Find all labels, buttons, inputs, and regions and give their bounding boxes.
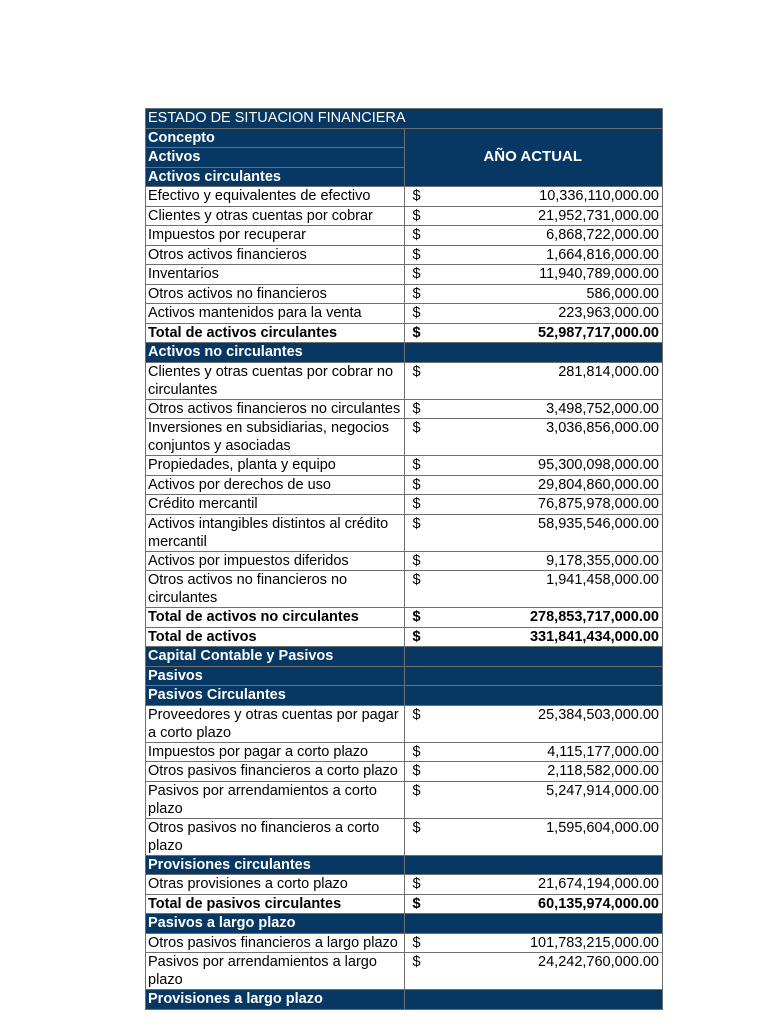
table-row [146,284,663,304]
currency-symbol: $ [412,420,421,436]
currency-symbol: $ [412,207,421,224]
row-label: Otros activos no financieros [146,284,405,304]
currency-symbol: $ [412,266,421,282]
amount [407,400,660,418]
amount-value: 3,498,752,000.00 [546,400,659,417]
row-amount-cell [404,894,663,914]
table-row [146,875,663,895]
currency-symbol: $ [412,363,421,380]
currency-symbol: $ [412,476,421,493]
amount-value: 586,000.00 [586,285,659,302]
amount-value: 223,963,000.00 [558,305,659,321]
row-amount-cell [404,475,663,495]
amount [407,246,660,264]
row-label: Activos circulantes [146,167,405,187]
amount [407,743,660,761]
amount [407,265,660,283]
section-header-row [146,666,663,686]
amount [407,628,660,646]
amount-value: 25,384,503,000.00 [538,706,659,723]
section-header-row [146,855,663,875]
row-label: Clientes y otras cuentas por cobrar no circulantes [146,362,405,399]
currency-symbol: $ [412,895,421,912]
row-amount-cell [404,399,663,419]
row-amount-cell [404,742,663,762]
currency-symbol: $ [412,572,421,588]
column-header-year: AÑO ACTUAL [404,128,663,187]
amount [407,304,660,322]
currency-symbol: $ [412,763,421,779]
table-row [146,705,663,742]
amount-value: 1,595,604,000.00 [546,819,659,836]
row-amount-cell [404,686,663,706]
currency-symbol: $ [412,457,421,473]
amount [407,552,660,570]
row-amount-cell [404,666,663,686]
row-amount-cell [404,855,663,875]
section-header-row [146,914,663,934]
amount [407,456,660,474]
row-amount-cell [404,933,663,953]
row-amount-cell [404,514,663,551]
row-label: Activos por derechos de uso [146,475,405,495]
amount-value: 11,940,789,000.00 [539,266,659,282]
row-label: Otros pasivos no financieros a corto plazo [146,818,405,855]
amount-value: 101,783,215,000.00 [529,934,659,951]
row-amount-cell [404,818,663,855]
amount [407,285,660,303]
row-label: Otros activos no financieros no circulantes [146,571,405,608]
amount [407,895,660,913]
row-label: Otras provisiones a corto plazo [146,875,405,895]
financial-statement-table [145,108,663,1010]
row-amount-cell [404,914,663,934]
row-amount-cell [404,551,663,571]
currency-symbol: $ [412,782,421,799]
amount-value: 24,242,760,000.00 [538,954,659,970]
amount [407,782,660,800]
row-label: Provisiones circulantes [146,855,405,875]
row-amount-cell [404,284,663,304]
row-label: Activos por impuestos diferidos [146,551,405,571]
amount [407,953,660,971]
currency-symbol: $ [412,515,421,532]
table-row [146,475,663,495]
table-row [146,419,663,456]
row-amount-cell [404,571,663,608]
row-label: Total de activos no circulantes [146,608,405,628]
amount [407,495,660,513]
amount-value: 331,841,434,000.00 [529,628,659,645]
row-label: Otros activos financieros [146,245,405,265]
currency-symbol: $ [412,934,421,951]
table-row [146,551,663,571]
amount-value: 21,952,731,000.00 [538,207,659,224]
table-row [146,762,663,782]
amount-value: 29,804,860,000.00 [538,476,659,493]
row-amount-cell [404,304,663,324]
currency-symbol: $ [412,400,421,417]
amount-value: 95,300,098,000.00 [538,457,659,473]
currency-symbol: $ [412,819,421,836]
section-header-row [146,647,663,667]
amount-value: 21,674,194,000.00 [538,876,659,892]
row-label: Impuestos por pagar a corto plazo [146,742,405,762]
row-amount-cell [404,608,663,628]
currency-symbol: $ [412,188,421,204]
currency-symbol: $ [412,609,421,625]
section-header-row [146,343,663,363]
currency-symbol: $ [412,227,421,243]
row-amount-cell [404,343,663,363]
amount [407,207,660,225]
row-label: Total de pasivos circulantes [146,894,405,914]
row-amount-cell [404,990,663,1010]
row-label: Otros pasivos financieros a corto plazo [146,762,405,782]
row-amount-cell [404,206,663,226]
row-amount-cell [404,245,663,265]
currency-symbol: $ [412,246,421,263]
amount-value: 2,118,582,000.00 [547,763,659,779]
table-row [146,399,663,419]
amount-value: 281,814,000.00 [558,363,659,380]
row-label: Provisiones a largo plazo [146,990,405,1010]
currency-symbol: $ [412,876,421,892]
row-label: Proveedores y otras cuentas por pagar a corto plazo [146,705,405,742]
table-row [146,953,663,990]
amount-value: 1,664,816,000.00 [546,246,659,263]
row-label: Inventarios [146,265,405,285]
row-amount-cell [404,419,663,456]
amount-value: 3,036,856,000.00 [546,420,659,436]
table-row [146,187,663,207]
row-amount-cell [404,362,663,399]
row-label: Otros activos financieros no circulantes [146,399,405,419]
row-label: Activos no circulantes [146,343,405,363]
table-row [146,362,663,399]
amount [407,608,660,626]
currency-symbol: $ [412,743,421,760]
amount [407,706,660,724]
section-header-row [146,128,663,148]
row-amount-cell [404,226,663,246]
currency-symbol: $ [412,628,421,645]
amount [407,819,660,837]
row-label: Pasivos por arrendamientos a largo plazo [146,953,405,990]
amount [407,226,660,244]
amount-value: 4,115,177,000.00 [547,743,659,760]
total-row [146,608,663,628]
amount-value: 76,875,978,000.00 [538,496,659,512]
currency-symbol: $ [412,954,421,970]
table-row [146,818,663,855]
row-amount-cell [404,456,663,476]
table-row [146,933,663,953]
row-label: Pasivos a largo plazo [146,914,405,934]
row-label: Activos mantenidos para la venta [146,304,405,324]
row-amount-cell [404,323,663,343]
table-row [146,245,663,265]
row-amount-cell [404,781,663,818]
row-amount-cell [404,953,663,990]
currency-symbol: $ [412,305,421,321]
row-label: Propiedades, planta y equipo [146,456,405,476]
row-label: Impuestos por recuperar [146,226,405,246]
amount [407,324,660,342]
section-header-row [146,686,663,706]
table-row [146,206,663,226]
row-label: Efectivo y equivalentes de efectivo [146,187,405,207]
amount [407,571,660,589]
amount-value: 278,853,717,000.00 [529,609,659,625]
row-label: Total de activos [146,627,405,647]
amount [407,515,660,533]
row-amount-cell [404,187,663,207]
row-amount-cell [404,265,663,285]
amount [407,762,660,780]
amount-value: 6,868,722,000.00 [546,227,659,243]
row-label: Crédito mercantil [146,495,405,515]
total-row [146,894,663,914]
amount-value: 58,935,546,000.00 [538,515,659,532]
currency-symbol: $ [412,324,421,341]
amount-value: 9,178,355,000.00 [546,552,659,569]
table-row [146,226,663,246]
currency-symbol: $ [412,706,421,723]
table-row [146,265,663,285]
amount-value: 10,336,110,000.00 [539,188,659,204]
amount [407,187,660,205]
row-label: Pasivos [146,666,405,686]
table-row [146,456,663,476]
amount [407,363,660,381]
table-row [146,495,663,515]
total-row [146,627,663,647]
row-label: Capital Contable y Pasivos [146,647,405,667]
row-label: Total de activos circulantes [146,323,405,343]
amount [407,934,660,952]
amount-value: 60,135,974,000.00 [538,895,659,912]
currency-symbol: $ [412,285,421,302]
row-amount-cell [404,762,663,782]
row-label: Inversiones en subsidiarias, negocios conjuntos y asociadas [146,419,405,456]
row-amount-cell [404,875,663,895]
row-label: Pasivos Circulantes [146,686,405,706]
table-row [146,304,663,324]
row-label: Activos intangibles distintos al crédito mercantil [146,514,405,551]
title-row [146,109,663,129]
amount-value: 1,941,458,000.00 [546,572,659,588]
row-label: Concepto [146,128,405,148]
table-row [146,514,663,551]
table-row [146,571,663,608]
amount [407,875,660,893]
currency-symbol: $ [412,496,421,512]
row-label: Otros pasivos financieros a largo plazo [146,933,405,953]
amount-value: 5,247,914,000.00 [546,782,659,799]
row-amount-cell [404,705,663,742]
row-label: Pasivos por arrendamientos a corto plazo [146,781,405,818]
row-label: Clientes y otras cuentas por cobrar [146,206,405,226]
row-amount-cell [404,647,663,667]
table-row [146,742,663,762]
row-label: Activos [146,148,405,168]
row-amount-cell [404,627,663,647]
currency-symbol: $ [412,552,421,569]
total-row [146,323,663,343]
row-amount-cell [404,495,663,515]
amount [407,419,660,437]
table-body [146,109,663,1010]
amount-value: 52,987,717,000.00 [538,324,659,341]
section-header-row [146,990,663,1010]
amount [407,476,660,494]
statement-title: ESTADO DE SITUACION FINANCIERA [146,109,663,129]
table-row [146,781,663,818]
